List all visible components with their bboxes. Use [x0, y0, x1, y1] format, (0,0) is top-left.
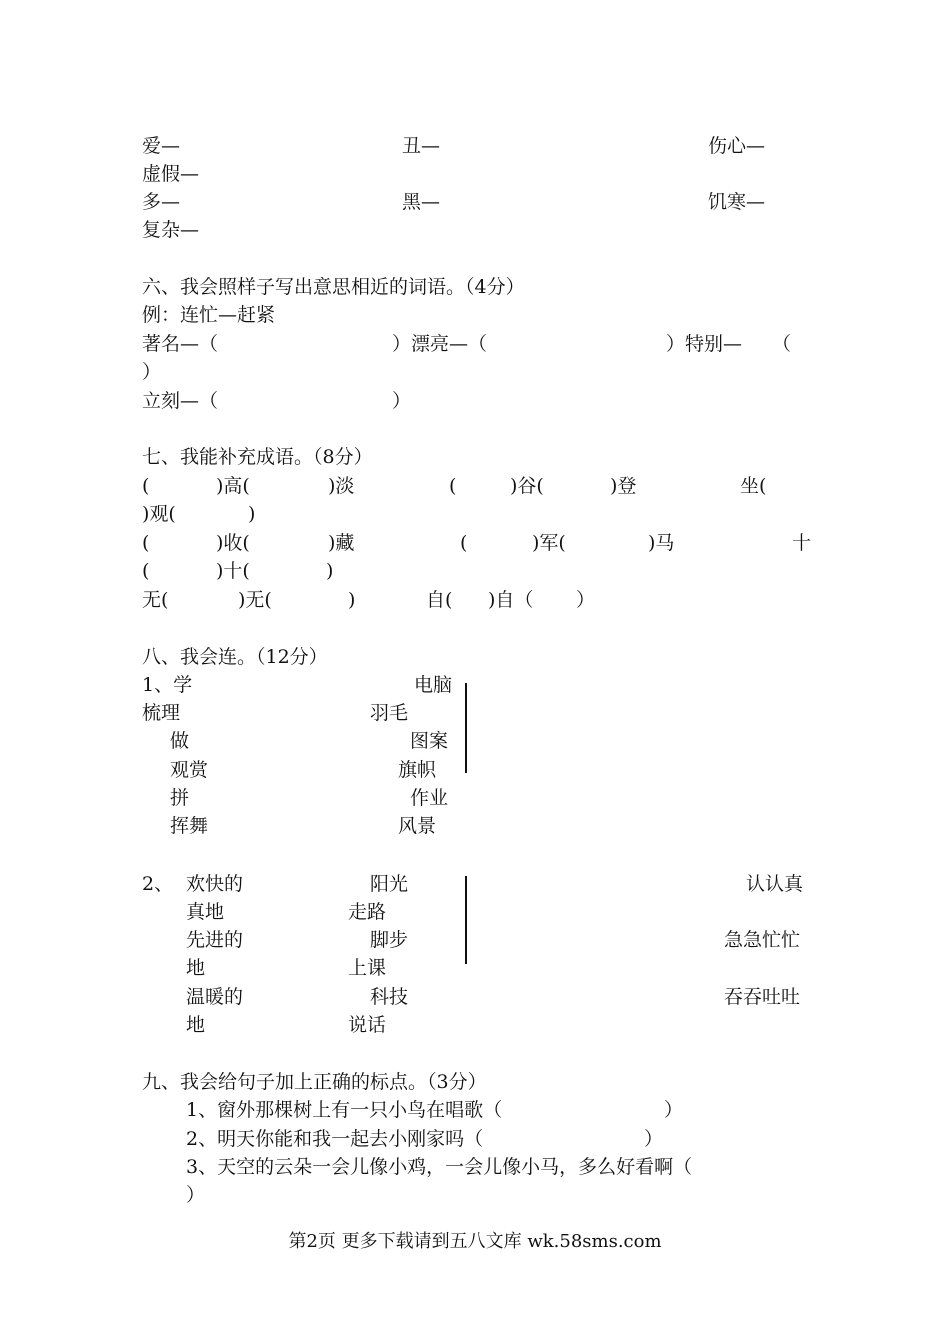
match-middle: 科技 — [370, 986, 409, 1008]
match-right: 吞吞吐吐 — [724, 986, 801, 1008]
match-row — [142, 983, 810, 1011]
blank-bracket: ） — [142, 361, 162, 383]
match-left: 挥舞 — [170, 815, 209, 837]
match-right: 认认真 — [746, 873, 804, 895]
antonym-item: 饥寒— — [708, 191, 766, 213]
separator-line — [465, 876, 467, 964]
match-row — [142, 812, 810, 840]
antonym-row-2-wrap — [142, 216, 810, 244]
match-row — [142, 784, 810, 812]
match-right: 图案 — [410, 730, 449, 752]
section-6-line-2 — [142, 387, 810, 415]
match-row — [142, 870, 810, 898]
blank-bracket: ） — [664, 1099, 684, 1121]
idiom-row-3: 无( )无( ) 自( )自（ ） — [142, 589, 596, 611]
match-middle: 走路 — [348, 901, 387, 923]
match-row — [142, 954, 810, 982]
section-8-heading: 八、我会连。（12分） — [142, 646, 328, 668]
section-6-line-1-wrap — [142, 358, 810, 386]
antonym-row-2 — [142, 188, 810, 216]
match-left: 欢快的 — [186, 873, 244, 895]
blank-bracket: ） — [644, 1128, 664, 1150]
match-right: 羽毛 — [370, 702, 409, 724]
section-6-example: 例：连忙—赶紧 — [142, 304, 276, 326]
sentence-3: 3、天空的云朵一会儿像小鸡，一会儿像小马，多么好看啊（ — [186, 1156, 693, 1178]
blank-prompt: ）漂亮—（ — [392, 333, 488, 355]
antonym-item: 爱— — [142, 135, 181, 157]
match-middle: 上课 — [348, 957, 387, 979]
page-footer: 第2页 更多下载请到五八文库 wk.58sms.com — [288, 1231, 662, 1252]
idiom-row-2-wrap: ( )十( ) — [142, 560, 334, 582]
match-left: 地 — [186, 1014, 206, 1036]
match-left: 梳理 — [142, 702, 181, 724]
antonym-row-1 — [142, 132, 810, 160]
match-row — [142, 1011, 810, 1039]
section-6-heading: 六、我会照样子写出意思相近的词语。（4分） — [142, 276, 525, 298]
antonym-item: 多— — [142, 191, 181, 213]
match-right: 作业 — [410, 787, 449, 809]
antonym-row-1-wrap — [142, 160, 810, 188]
match-middle: 说话 — [348, 1014, 387, 1036]
match-row — [142, 926, 810, 954]
match-row — [142, 898, 810, 926]
match-left: 温暖的 — [186, 986, 244, 1008]
blank-bracket: （ — [772, 333, 792, 355]
match-left: 做 — [170, 730, 190, 752]
match-right: 急急忙忙 — [724, 929, 801, 951]
match-right: 电脑 — [414, 674, 453, 696]
match-right: 风景 — [398, 815, 437, 837]
part-label: 2、 — [142, 873, 174, 895]
blank-prompt: 著名—（ — [142, 333, 219, 355]
match-left: 观赏 — [170, 759, 209, 781]
section-6-line-1 — [142, 330, 810, 358]
match-middle: 脚步 — [370, 929, 409, 951]
antonym-item: 虚假— — [142, 163, 200, 185]
match-left: 先进的 — [186, 929, 244, 951]
sentence-3-wrap — [142, 1181, 810, 1209]
match-left: 地 — [186, 957, 206, 979]
match-row — [142, 756, 810, 784]
idiom-row-2: ( )收( )藏 ( )军( )马 十 — [142, 532, 812, 554]
antonym-item: 丑— — [402, 135, 441, 157]
blank-bracket: ） — [392, 390, 412, 412]
match-left: 拼 — [170, 787, 190, 809]
antonym-item: 复杂— — [142, 219, 200, 241]
match-row — [142, 727, 810, 755]
blank-bracket: ） — [186, 1184, 206, 1206]
match-row — [142, 699, 810, 727]
sentence-1: 1、窗外那棵树上有一只小鸟在唱歌（ ） — [142, 1096, 810, 1124]
match-right: 旗帜 — [398, 759, 437, 781]
blank-prompt: ）特别— — [666, 333, 743, 355]
match-row — [142, 671, 810, 699]
idiom-row-1: ( )高( )淡 ( )谷( )登 坐( — [142, 475, 767, 497]
section-7-heading: 七、我能补充成语。（8分） — [142, 446, 373, 468]
match-left: 真地 — [186, 901, 225, 923]
sentence-2: 2、明天你能和我一起去小刚家吗（ ） — [142, 1125, 810, 1153]
antonym-item: 伤心— — [708, 135, 766, 157]
separator-line — [465, 683, 467, 773]
section-9-heading: 九、我会给句子加上正确的标点。（3分） — [142, 1071, 487, 1093]
antonym-item: 黑— — [402, 191, 441, 213]
blank-prompt: 立刻—（ — [142, 390, 219, 412]
idiom-row-1-wrap: )观( ) — [142, 503, 256, 525]
match-left: 1、学 — [142, 674, 193, 696]
match-middle: 阳光 — [370, 873, 409, 895]
